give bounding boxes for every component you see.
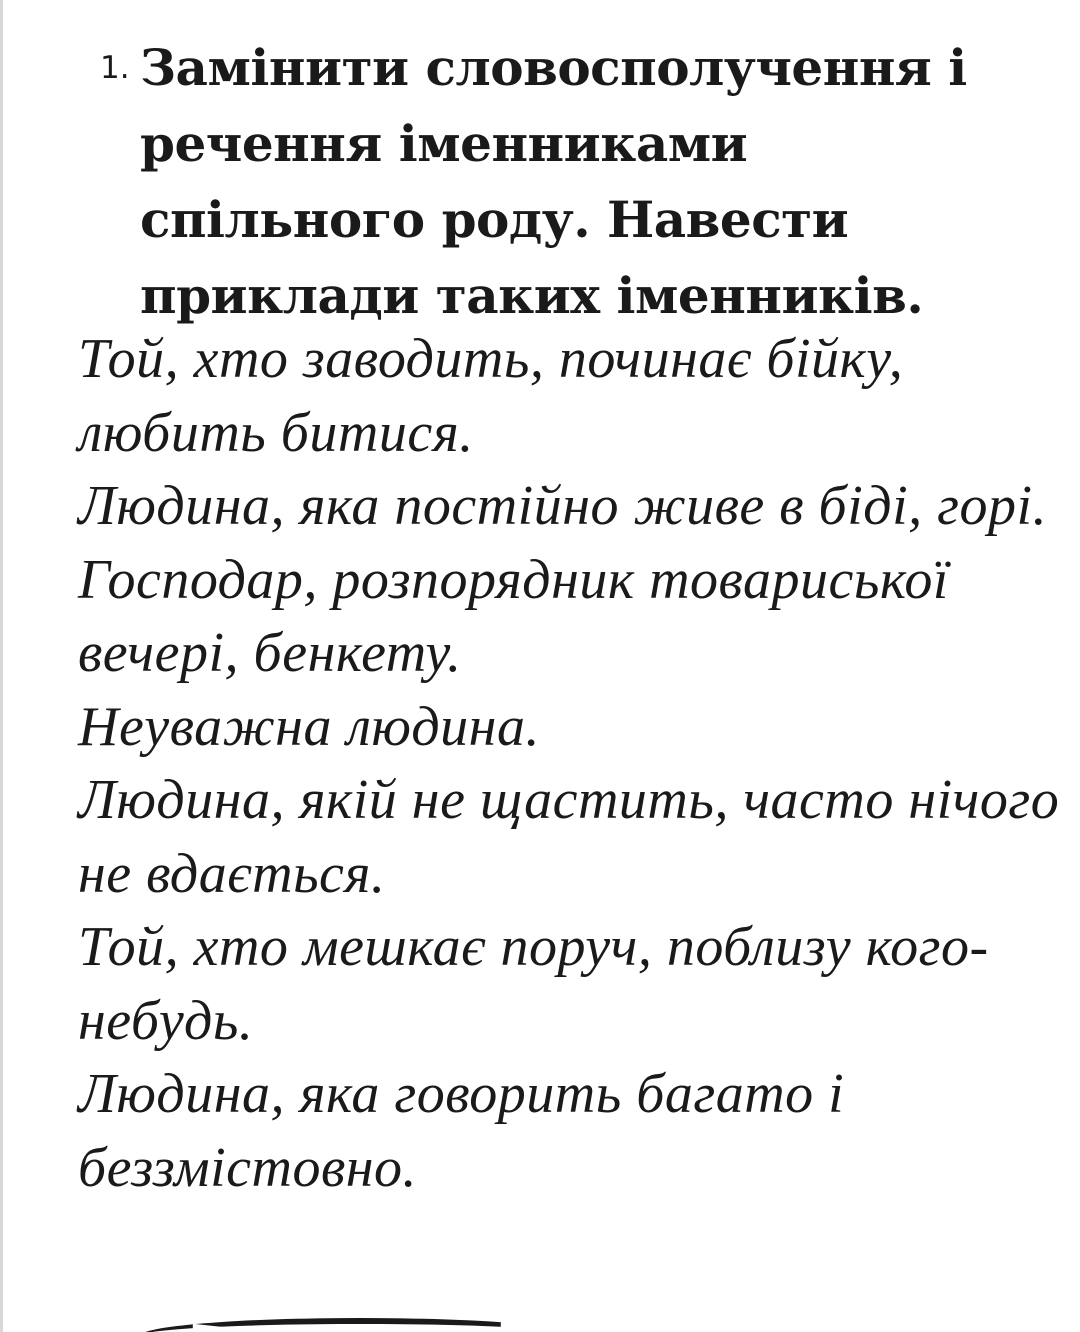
definition-item: Господар, розпорядник товариської вечері, бенкету. <box>78 548 949 684</box>
cut-off-next-line <box>140 1318 580 1332</box>
task-instruction: Замінити словосполучення і речення іменниками спільного роду. Навести приклади таких іменників. <box>140 38 967 325</box>
definition-item: Той, хто заводить, починає бійку, любить битися. <box>78 328 904 464</box>
task-heading <box>100 30 1060 334</box>
definitions-list <box>78 323 1068 1205</box>
definition-item: Той, хто мешкає поруч, поблизу кого-небудь. <box>78 916 989 1052</box>
task-number: 1. <box>100 50 130 86</box>
definition-item: Людина, яка говорить багато і беззмістовно. <box>78 1063 845 1199</box>
definition-item: Людина, якій не щастить, часто нічого не вдається. <box>78 769 1060 905</box>
page-left-border <box>0 0 3 1332</box>
definition-item: Неуважна людина. <box>78 695 540 758</box>
definition-item: Людина, яка постійно живе в біді, горі. <box>78 475 1048 537</box>
